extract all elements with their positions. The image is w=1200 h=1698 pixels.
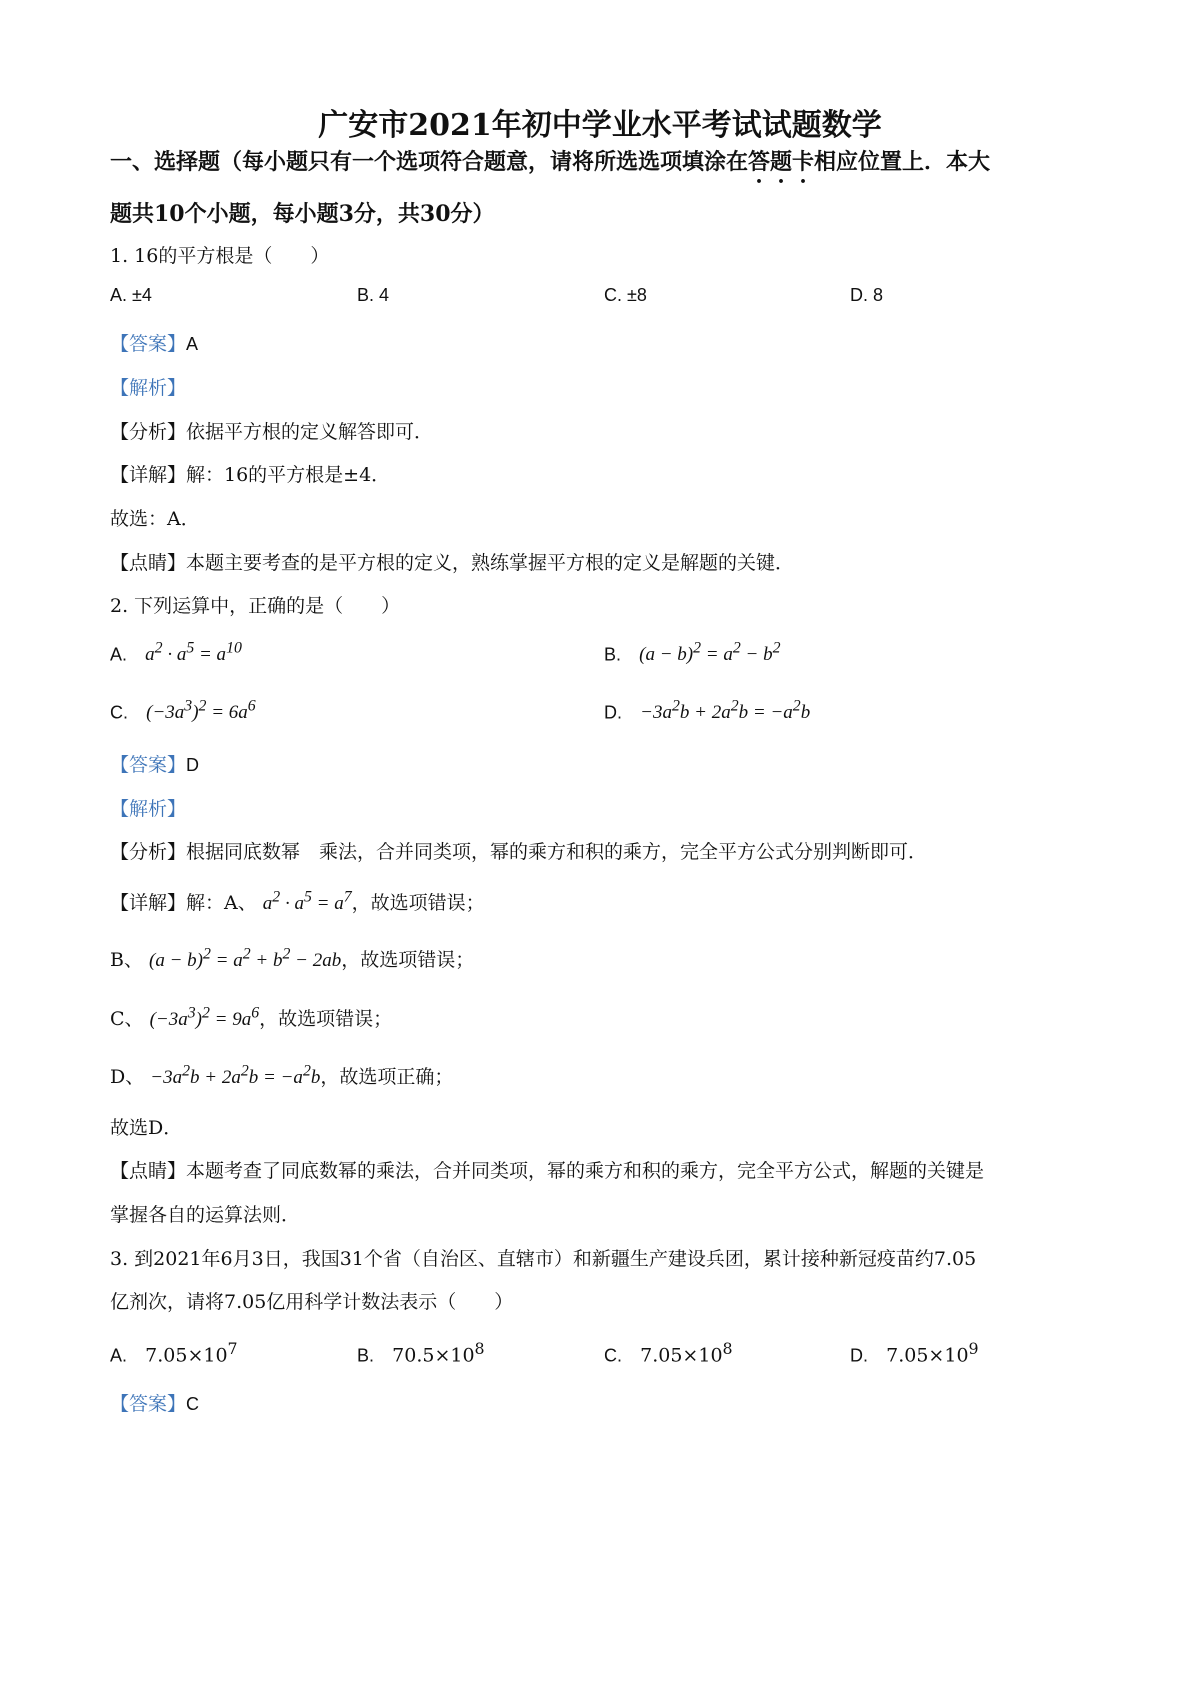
math-expression: $-3a^2b + 2a^2b = -a^2b$: [150, 1062, 321, 1088]
section-heading-line2: 题共10个小题，每小题3分，共30分）: [110, 201, 495, 227]
q2-xiangjie-c: C、 $(-3a^3)^2 = 9a^6$，故选项错误；: [110, 1004, 393, 1030]
q2-option-d: D. $-3a^2b + 2a^2b = -a^2b$: [604, 698, 811, 724]
q3-option-c: C. $7.05\times 10^8$: [604, 1339, 733, 1367]
q3-option-d: D. $7.05\times 10^9$: [850, 1339, 979, 1367]
q2-xiangjie-b: B、 $(a - b)^2 = a^2 + b^2 - 2ab$，故选项错误；: [110, 945, 475, 971]
q3-option-a: A. $7.05\times 10^7$: [110, 1339, 238, 1367]
q2-answer: 【答案】D: [110, 754, 200, 776]
math-expression: $(a - b)^2 = a^2 - b^2$: [639, 640, 781, 666]
math-expression: $-3a^2b + 2a^2b = -a^2b$: [640, 698, 811, 724]
q1-guxuan: 故选：A．: [110, 508, 200, 530]
emphasized-text: 答题卡: [748, 149, 815, 175]
q2-fenxi: 【分析】根据同底数幂 乘法，合并同类项，幂的乘方和积的乘方，完全平方公式分别判断即可．: [110, 841, 928, 863]
q1-option-b: B. 4: [357, 285, 390, 305]
q3-answer: 【答案】C: [110, 1393, 200, 1415]
question-1-stem: 1. 16的平方根是（ ）: [110, 245, 330, 267]
q2-analysis-tag: 【解析】: [110, 798, 187, 820]
question-3-stem-line2: 亿剂次，请将7.05亿用科学计数法表示（ ）: [110, 1291, 514, 1313]
q2-dianjing-line1: 【点睛】本题考查了同底数幂的乘法，合并同类项，幂的乘方和积的乘方，完全平方公式，解题的关键是: [110, 1160, 985, 1182]
q1-answer: 【答案】A: [110, 333, 199, 355]
section-heading-line1: 一、选择题（每小题只有一个选项符合题意，请将所选选项填涂在答题卡相应位置上．本大: [110, 149, 991, 175]
math-expression: $a^2 \cdot a^5 = a^7$: [262, 888, 352, 914]
q2-option-c: C. $(-3a^3)^2 = 6a^6$: [110, 698, 256, 724]
q2-dianjing-line2: 掌握各自的运算法则．: [110, 1204, 301, 1226]
q3-option-b: B. $70.5\times 10^8$: [357, 1339, 485, 1367]
q1-fenxi: 【分析】依据平方根的定义解答即可．: [110, 421, 434, 443]
question-3-stem-line1: 3. 到2021年6月3日，我国31个省（自治区、直辖市）和新疆生产建设兵团，累计接种新冠疫苗约7.05: [110, 1248, 977, 1270]
math-expression: $(-3a^3)^2 = 6a^6$: [146, 698, 256, 724]
q1-option-d: D. 8: [850, 285, 884, 305]
q2-xiangjie-a: 【详解】解：A、 $a^2 \cdot a^5 = a^7$，故选项错误；: [110, 888, 485, 914]
q1-analysis-tag: 【解析】: [110, 377, 187, 399]
question-2-stem: 2. 下列运算中，正确的是（ ）: [110, 595, 401, 617]
math-expression: $(a - b)^2 = a^2 + b^2 - 2ab$: [149, 945, 342, 971]
math-expression: $(-3a^3)^2 = 9a^6$: [149, 1004, 260, 1030]
q1-dianjing: 【点睛】本题主要考查的是平方根的定义，熟练掌握平方根的定义是解题的关键．: [110, 552, 795, 574]
q2-xiangjie-d: D、 $-3a^2b + 2a^2b = -a^2b$，故选项正确；: [110, 1062, 454, 1088]
page-title: 广安市2021年初中学业水平考试试题数学: [318, 108, 882, 143]
q2-option-b: B. $(a - b)^2 = a^2 - b^2$: [604, 640, 781, 666]
q2-option-a: A. $a^2 \cdot a^5 = a^{10}$: [110, 640, 242, 666]
math-expression: $a^2 \cdot a^5 = a^{10}$: [145, 640, 242, 666]
q2-guxuan: 故选D．: [110, 1117, 183, 1139]
q1-option-a: A. ±4: [110, 285, 152, 305]
q1-option-c: C. ±8: [604, 285, 647, 305]
q1-xiangjie: 【详解】解：16的平方根是±4．: [110, 464, 391, 486]
